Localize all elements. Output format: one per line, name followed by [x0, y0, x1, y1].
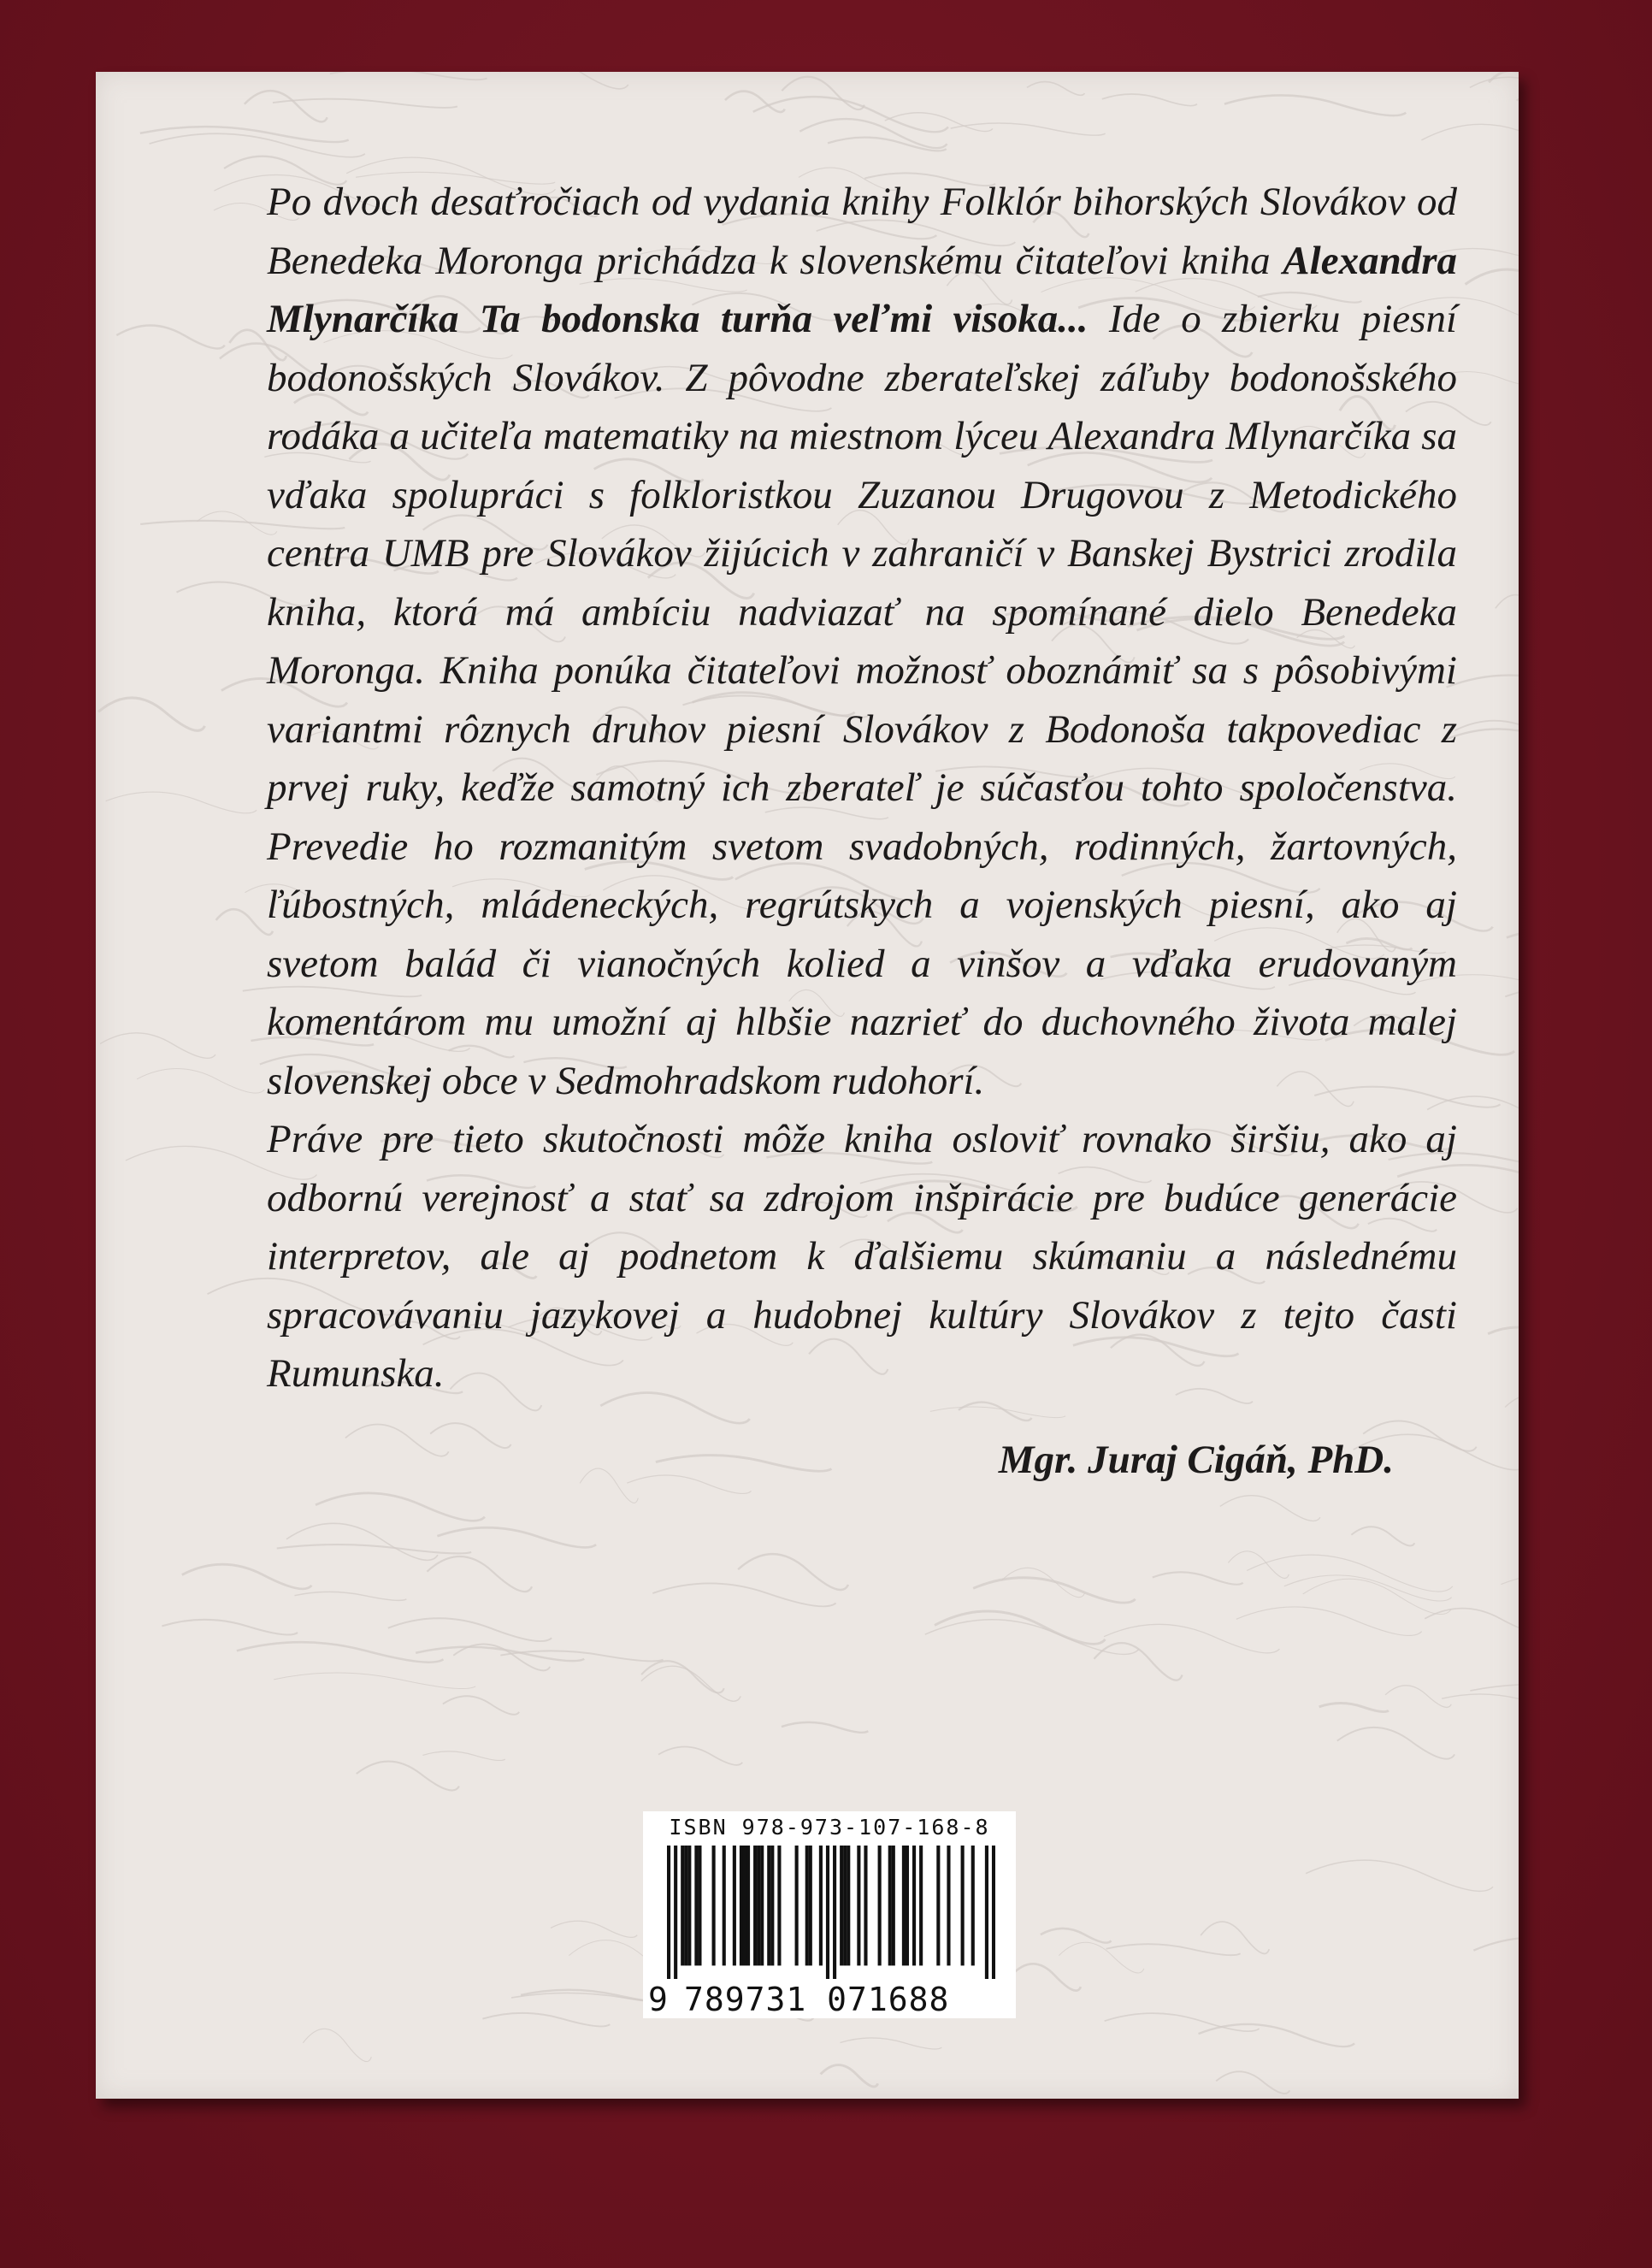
texture-swirl	[1421, 124, 1519, 161]
barcode-bar	[833, 1846, 836, 1979]
barcode-bar	[681, 1846, 684, 1965]
texture-swirl	[427, 1556, 532, 1592]
barcode-bar	[698, 1846, 701, 1965]
texture-swirl	[1505, 986, 1519, 1012]
texture-swirl	[1001, 1568, 1084, 1597]
texture-swirl	[1319, 1704, 1389, 1712]
texture-swirl	[330, 72, 487, 80]
barcode-bar	[733, 1846, 736, 1965]
barcode-bar	[985, 1846, 988, 1979]
texture-swirl	[273, 99, 457, 108]
texture-swirl	[1447, 676, 1519, 704]
texture-swirl	[738, 1554, 848, 1590]
barcode-bar	[743, 1846, 746, 1965]
texture-swirl	[162, 1620, 298, 1635]
texture-swirl	[437, 1527, 596, 1547]
barcode-bar	[805, 1846, 809, 1965]
texture-swirl	[1228, 1551, 1289, 1579]
texture-swirl	[357, 1762, 459, 1791]
barcode-bar	[674, 1846, 677, 1979]
texture-swirl	[1425, 1609, 1519, 1633]
barcode-bar	[936, 1846, 940, 1965]
blurb-body: Ide o zbierku piesní bodonošských Slovákov. Z pôvodne zberateľskej záľuby bodonošského rodáka a učiteľa matematiky na miestnom lýceu Alexandra Mlynarčíka sa vďaka spolupráci s folkloristkou Zuzanou Drugovou z Metodického centra UMB pre Slovákov žijúcich v zahraničí v Banskej Bystrici zrodila kniha, ktorá má ambíciu nadviazať na spomínané dielo Benedeka Moronga. Kniha ponúka čitateľovi možnosť oboznámiť sa s pôsobivými variantmi rôznych druhov piesní Slovákov z Bodonoša takpovediac z prvej ruky, keďže samotný ich zberateľ je súčasťou tohto spoločenstva. Prevedie ho rozmanitým svetom svadobných, rodinných, žartovných, ľúbostných, mládeneckých, regrútskych a vojenských piesní, ako aj svetom balád či vianočných kolied a vinšov a vďaka erudovaným komentárom mu umožní aj hlbšie nazrieť do duchovného života malej slovenskej obce v Sedmohradskom rudohorí.	[267, 297, 1458, 1103]
texture-swirl	[1303, 1579, 1451, 1614]
barcode-bar	[878, 1846, 882, 1965]
texture-swirl	[1385, 1686, 1451, 1708]
texture-swirl	[245, 91, 327, 121]
barcode-bar	[961, 1846, 965, 1965]
texture-swirl	[1247, 1555, 1453, 1592]
texture-swirl	[1041, 1928, 1112, 1943]
texture-swirl	[656, 1456, 832, 1472]
texture-swirl	[1284, 1575, 1452, 1601]
texture-swirl	[1489, 72, 1519, 97]
texture-swirl	[274, 1673, 475, 1689]
blurb-paragraph-2: Práve pre tieto skutočnosti môže kniha osloviť rovnako širšiu, ako aj odbornú verejnosť a stať sa zdrojom inšpirácie pre budúce generácie interpretov, ale aj podnetom k ďalšiemu skúmaniu a následnému spracovávaniu jazykovej a hudobnej kultúry Slovákov z tejto časti Rumunska.	[267, 1117, 1457, 1396]
texture-swirl	[959, 1403, 1032, 1420]
barcode-bar	[740, 1846, 743, 1965]
texture-swirl	[935, 1611, 1105, 1644]
barcode-bar	[971, 1846, 975, 1965]
texture-swirl	[930, 1407, 1065, 1418]
barcode-bar	[746, 1846, 750, 1965]
texture-swirl	[925, 1620, 1139, 1655]
texture-swirl	[140, 127, 349, 142]
barcode-bar	[992, 1846, 995, 1979]
texture-swirl	[316, 1493, 485, 1521]
texture-swirl	[1473, 1937, 1519, 1967]
barcode-bar	[902, 1846, 906, 1965]
barcode-bar	[757, 1846, 760, 1965]
texture-swirl	[303, 2029, 371, 2061]
texture-swirl	[1442, 1694, 1519, 1704]
barcode-bar	[723, 1846, 726, 1965]
isbn-barcode	[643, 1811, 1016, 2018]
barcode-bars	[667, 1846, 995, 1979]
texture-swirl	[1496, 595, 1519, 627]
texture-swirl	[841, 2038, 942, 2049]
texture-swirl	[1153, 1572, 1243, 1584]
texture-swirl	[216, 909, 273, 935]
barcode-bar	[694, 1846, 698, 1965]
isbn-label: ISBN 978-973-107-168-8	[669, 1815, 990, 1840]
texture-swirl	[430, 1423, 510, 1448]
texture-swirl	[422, 1751, 504, 1761]
texture-swirl	[1337, 1728, 1454, 1759]
texture-swirl	[286, 1523, 438, 1560]
barcode-bar	[667, 1846, 670, 1979]
barcode-bar	[795, 1846, 799, 1965]
texture-swirl	[499, 72, 628, 89]
blurb-intro: Po dvoch desaťročiach od vydania knihy Folklór bihorských Slovákov od Benedeka Moronga prichádza k slovenskému čitateľovi kniha	[267, 180, 1457, 283]
texture-swirl	[973, 1578, 1136, 1603]
signature: Mgr. Juraj Cigáň, PhD.	[998, 1438, 1394, 1482]
texture-swirl	[1094, 1643, 1182, 1680]
texture-swirl	[1507, 927, 1519, 953]
texture-swirl	[1102, 94, 1197, 106]
texture-swirl	[182, 1564, 312, 1589]
texture-swirl	[658, 1746, 742, 1764]
texture-swirl	[799, 119, 947, 148]
texture-swirl	[277, 1544, 471, 1553]
barcode-bar	[809, 1846, 812, 1965]
texture-swirl	[453, 1644, 550, 1670]
texture-swirl	[1059, 1942, 1143, 1973]
barcode-digits: 789731 071688	[684, 1981, 950, 2018]
barcode-bar	[892, 1846, 895, 1965]
barcode-bar	[760, 1846, 764, 1965]
texture-swirl	[652, 1583, 835, 1606]
barcode-bar	[684, 1846, 687, 1965]
texture-swirl	[1199, 2024, 1355, 2047]
barcode-bar	[912, 1846, 916, 1965]
texture-swirl	[1105, 2013, 1260, 2031]
barcode-bar	[906, 1846, 909, 1965]
texture-swirl	[137, 1069, 264, 1094]
texture-swirl	[1236, 1607, 1422, 1636]
barcode-bar	[819, 1846, 823, 1965]
barcode-bar	[687, 1846, 691, 1965]
texture-swirl	[885, 113, 993, 132]
texture-swirl	[1012, 1964, 1081, 1990]
texture-swirl	[294, 1592, 406, 1600]
texture-swirl	[1027, 82, 1084, 96]
texture-swirl	[1488, 1327, 1519, 1343]
barcode-bar	[857, 1846, 860, 1965]
texture-swirl	[1470, 77, 1519, 101]
texture-swirl	[551, 1921, 637, 1937]
barcode-bar	[826, 1846, 829, 1979]
texture-swirl	[1517, 94, 1519, 109]
texture-swirl	[782, 1722, 868, 1733]
texture-swirl	[416, 1647, 584, 1661]
texture-swirl	[828, 138, 947, 151]
texture-swirl	[106, 792, 257, 813]
texture-swirl	[443, 1696, 519, 1715]
texture-swirl	[1104, 1624, 1279, 1653]
texture-swirl	[1505, 1395, 1519, 1423]
texture-swirl	[482, 2013, 610, 2027]
texture-swirl	[345, 1424, 449, 1456]
barcode-bar	[843, 1846, 847, 1965]
blurb-paragraph-1	[267, 173, 1457, 1110]
texture-swirl	[782, 77, 864, 109]
blurb-text	[267, 173, 1457, 1403]
texture-swirl	[237, 1642, 444, 1662]
barcode-digit-lead: 9	[648, 1981, 668, 2018]
texture-swirl	[1224, 95, 1406, 115]
texture-swirl	[821, 2065, 878, 2087]
barcode-bar	[888, 1846, 892, 1965]
texture-swirl	[1201, 1922, 1269, 1953]
barcode-bar	[847, 1846, 850, 1965]
barcode-bar	[840, 1846, 843, 1965]
texture-swirl	[1454, 721, 1519, 744]
texture-swirl	[1351, 1527, 1414, 1545]
blurb-author-title: Alexandra Mlynarčíka Ta bodonska turňa veľmi visoka...	[267, 238, 1457, 341]
barcode-bar	[767, 1846, 770, 1965]
texture-swirl	[1501, 1572, 1519, 1601]
texture-swirl	[1216, 2071, 1289, 2094]
texture-swirl	[116, 326, 224, 349]
barcode-bar	[712, 1846, 716, 1965]
barcode-bar	[770, 1846, 774, 1965]
texture-swirl	[580, 1468, 638, 1503]
barcode-bar	[919, 1846, 923, 1965]
barcode-bar	[777, 1846, 781, 1965]
barcode-bar	[864, 1846, 867, 1965]
texture-swirl	[753, 97, 948, 132]
texture-swirl	[98, 698, 204, 730]
barcode-bar	[753, 1846, 757, 1965]
texture-swirl	[100, 1033, 215, 1059]
texture-swirl	[1306, 1860, 1493, 1891]
book-back-cover	[96, 72, 1519, 2099]
barcode-bar	[947, 1846, 950, 1965]
texture-swirl	[388, 1618, 552, 1641]
texture-swirl	[627, 1475, 751, 1493]
texture-swirl	[1106, 1944, 1241, 1955]
texture-swirl	[641, 1666, 740, 1701]
texture-swirl	[150, 133, 365, 157]
texture-swirl	[1220, 1496, 1320, 1521]
